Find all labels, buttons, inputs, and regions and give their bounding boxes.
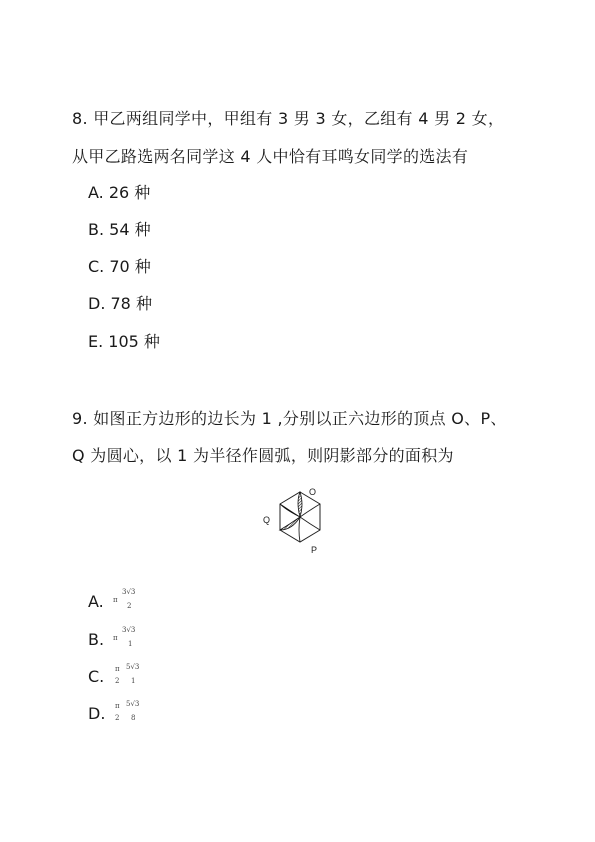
q8-stem-line1: 8. 甲乙两组同学中，甲组有 3 男 3 女，乙组有 4 男 2 女，: [72, 109, 505, 128]
q8-option-d: D. 78 种: [88, 294, 152, 313]
q9-option-c-pi: π: [115, 665, 120, 673]
arc-line-1: [300, 504, 320, 517]
q8-option-e: E. 105 种: [88, 332, 160, 351]
q9-option-d-numerator: 5√3: [126, 700, 140, 708]
q9-option-a-pi: π: [113, 596, 118, 604]
arc-line-2: [300, 517, 320, 530]
q9-option-c-denominator: 1: [131, 677, 136, 685]
vertex-label-p: P: [311, 545, 318, 555]
q9-option-b-denominator: 1: [128, 640, 133, 648]
q8-stem-line2: 从甲乙路选两名同学这 4 人中恰有耳鸣女同学的选法有: [72, 147, 469, 166]
q9-option-d-denominator: 8: [131, 714, 136, 722]
q9-option-d-pi-denominator: 2: [115, 714, 120, 722]
q9-option-c-pi-denominator: 2: [115, 677, 120, 685]
q9-option-a-letter: A.: [88, 592, 104, 611]
q9-option-d-letter: D.: [88, 704, 106, 723]
q9-stem-line2: Q 为圆心，以 1 为半径作圆弧，则阴影部分的面积为: [72, 446, 454, 465]
q9-option-b-letter: B.: [88, 630, 105, 649]
shaded-petal-upper: [298, 492, 302, 517]
hexagon-arcs-figure: [262, 486, 332, 556]
q8-option-c: C. 70 种: [88, 257, 151, 276]
vertex-label-o: O: [309, 487, 317, 497]
q9-option-b-pi: π: [113, 634, 118, 642]
shaded-petal-left: [280, 504, 300, 517]
q9-option-a-formula: [113, 588, 143, 612]
q8-option-b: B. 54 种: [88, 220, 151, 239]
q9-option-c-letter: C.: [88, 667, 105, 686]
q8-option-a: A. 26 种: [88, 183, 151, 202]
arc-line-3: [299, 517, 300, 542]
q9-option-a-numerator: 3√3: [122, 588, 136, 596]
q9-option-d-pi: π: [115, 702, 120, 710]
shaded-petal-bottom: [280, 517, 300, 530]
vertex-label-q: Q: [263, 515, 271, 525]
q9-option-c-formula: [113, 663, 143, 687]
q9-option-d-formula: [113, 700, 143, 724]
q9-stem-line1: 9. 如图正方边形的边长为 1 ,分别以正六边形的顶点 O、P、: [72, 409, 507, 428]
q9-option-b-numerator: 3√3: [122, 626, 136, 634]
q9-option-a-denominator: 2: [127, 602, 132, 610]
q9-option-b-formula: [113, 626, 143, 650]
q9-option-c-numerator: 5√3: [126, 663, 140, 671]
